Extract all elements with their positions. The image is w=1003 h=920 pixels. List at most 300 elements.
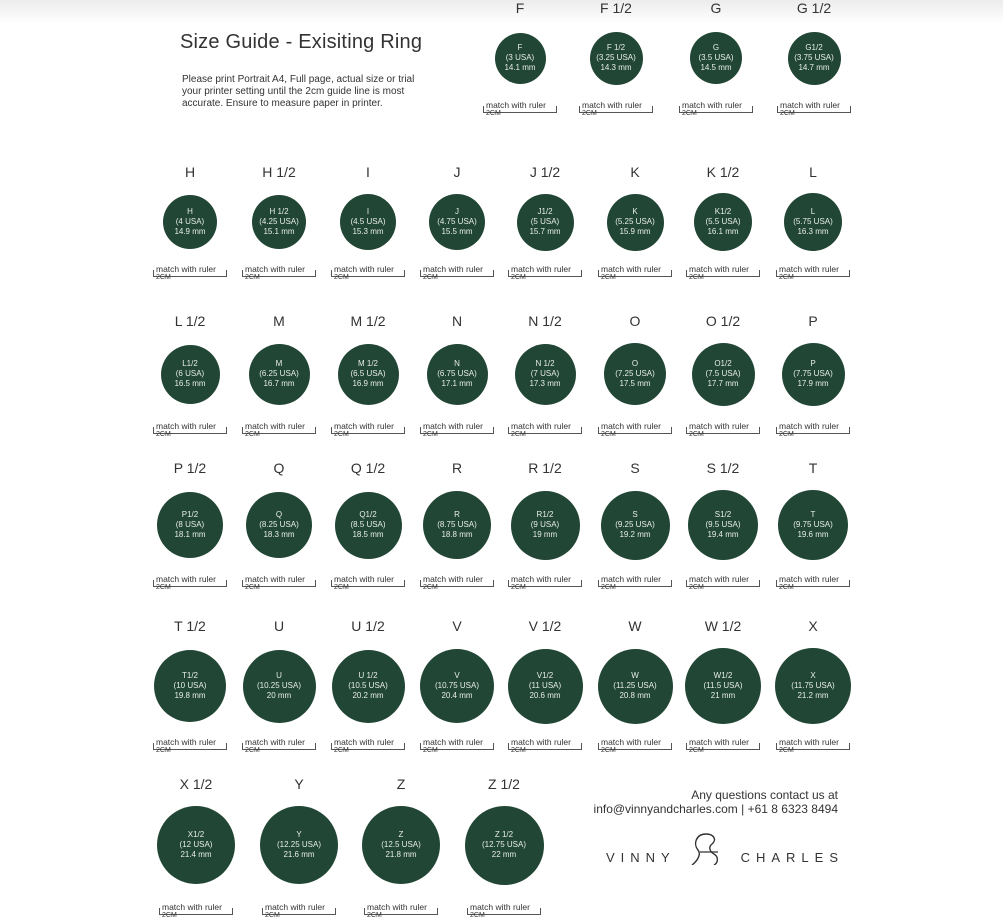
ring-usa-text: (3 USA) <box>505 53 535 62</box>
size-label: X 1/2 <box>179 776 213 792</box>
ruler-label: match with ruler <box>245 737 305 747</box>
ring-mm-text: 19.8 mm <box>174 691 206 700</box>
ring-mm-text: 17.1 mm <box>441 379 473 388</box>
page-title: Size Guide - Exisiting Ring <box>180 31 423 53</box>
ring-size-circle <box>508 649 583 724</box>
ring-usa-text: (11 USA) <box>528 681 562 690</box>
ring-size-circle <box>246 492 312 558</box>
ring-usa-text: (5.75 USA) <box>793 217 833 226</box>
ring-usa-text: (12 USA) <box>179 840 213 849</box>
ring-size-circle <box>598 649 673 724</box>
ring-usa-text: (4.75 USA) <box>437 217 477 226</box>
ruler-guide <box>686 421 760 438</box>
ruler-unit: 2CM <box>423 747 438 754</box>
ring-mm-text: 20.2 mm <box>352 691 384 700</box>
ruler-guide <box>420 264 494 281</box>
size-label: Y <box>294 776 304 792</box>
ruler-guide <box>331 421 405 438</box>
ruler-guide <box>579 100 653 117</box>
ruler-label: match with ruler <box>156 421 216 431</box>
ring-usa-text: (3.75 USA) <box>794 53 834 62</box>
ring-code-text: G <box>712 43 720 52</box>
ring-mm-text: 18.8 mm <box>441 530 473 539</box>
ruler-label: match with ruler <box>156 737 216 747</box>
ring-size-circle <box>604 343 666 405</box>
ruler-guide <box>153 574 227 591</box>
ring-size-circle <box>249 344 310 405</box>
ring-mm-text: 21.2 mm <box>797 691 829 700</box>
ruler-label: match with ruler <box>423 574 483 584</box>
ring-code-text: J1/2 <box>537 207 553 216</box>
ring-mm-text: 15.1 mm <box>263 227 295 236</box>
ring-code-text: W1/2 <box>713 671 733 680</box>
ring-usa-text: (7.5 USA) <box>705 369 741 378</box>
ruler-label: match with ruler <box>470 902 530 912</box>
size-label: I <box>366 164 370 180</box>
ring-mm-text: 16.1 mm <box>707 227 739 236</box>
ruler-guide <box>776 264 850 281</box>
ring-mm-text: 19 mm <box>532 530 558 539</box>
ring-code-text: U 1/2 <box>358 671 378 680</box>
ruler-unit: 2CM <box>156 747 171 754</box>
size-label: Z 1/2 <box>488 776 520 792</box>
ring-code-text: X <box>810 671 816 680</box>
size-label: G 1/2 <box>796 0 832 16</box>
contact-email-phone[interactable]: info@vinnyandcharles.com | +61 8 6323 8494 <box>593 802 838 816</box>
ring-size-circle <box>601 491 670 560</box>
ring-size-circle <box>338 344 399 405</box>
ruler-guide <box>598 737 672 754</box>
ruler-label: match with ruler <box>779 421 839 431</box>
ruler-unit: 2CM <box>486 110 501 117</box>
print-instructions: Please print Portrait A4, Full page, actual size or trial your printer setting until the 2cm guide line is most accurate. Ensure to measure paper in printer. <box>182 74 415 109</box>
ring-mm-text: 16.7 mm <box>263 379 295 388</box>
ruler-unit: 2CM <box>156 274 171 281</box>
ring-usa-text: (7.25 USA) <box>615 369 655 378</box>
ring-size-circle <box>163 195 217 249</box>
size-label: T <box>808 460 818 476</box>
ruler-label: match with ruler <box>511 264 571 274</box>
ruler-guide <box>776 421 850 438</box>
ruler-unit: 2CM <box>779 431 794 438</box>
ring-code-text: L <box>810 207 816 216</box>
ring-code-text: N 1/2 <box>535 359 555 368</box>
size-label: P <box>808 313 818 329</box>
ruler-label: match with ruler <box>779 264 839 274</box>
size-label: Q 1/2 <box>350 460 386 476</box>
ruler-guide <box>508 737 582 754</box>
size-label: N 1/2 <box>528 313 562 329</box>
ruler-guide <box>598 264 672 281</box>
ring-usa-text: (5 USA) <box>530 217 560 226</box>
size-label: M <box>273 313 285 329</box>
ring-size-circle <box>362 806 440 884</box>
size-label: K 1/2 <box>706 164 740 180</box>
ruler-guide <box>331 574 405 591</box>
ring-mm-text: 16.5 mm <box>174 379 206 388</box>
size-label: L 1/2 <box>174 313 206 329</box>
brand-name-right: CHARLES <box>740 850 844 865</box>
ring-size-circle <box>340 194 396 250</box>
ruler-guide <box>420 574 494 591</box>
ring-size-circle <box>511 491 580 560</box>
ring-size-circle <box>778 490 848 560</box>
ruler-label: match with ruler <box>162 902 222 912</box>
ruler-guide <box>242 264 316 281</box>
ruler-guide <box>686 574 760 591</box>
size-label: K <box>630 164 640 180</box>
ring-usa-text: (10.75 USA) <box>434 681 480 690</box>
ring-size-circle <box>260 806 338 884</box>
ruler-unit: 2CM <box>779 274 794 281</box>
ring-mm-text: 21 mm <box>710 691 736 700</box>
ruler-guide <box>776 574 850 591</box>
ring-usa-text: (5.25 USA) <box>615 217 655 226</box>
size-label: Z <box>396 776 406 792</box>
ring-usa-text: (8 USA) <box>175 520 205 529</box>
ruler-guide <box>598 574 672 591</box>
size-label: J 1/2 <box>529 164 561 180</box>
ring-code-text: U <box>276 671 282 680</box>
ring-code-text: F <box>517 43 523 52</box>
ruler-unit: 2CM <box>334 431 349 438</box>
ring-usa-text: (12.25 USA) <box>276 840 322 849</box>
monogram-icon <box>684 832 728 865</box>
ruler-label: match with ruler <box>779 574 839 584</box>
ruler-label: match with ruler <box>245 574 305 584</box>
ruler-guide <box>686 737 760 754</box>
ring-size-circle <box>688 490 758 560</box>
ring-size-circle <box>517 194 574 251</box>
ruler-guide <box>679 100 753 117</box>
ruler-unit: 2CM <box>601 274 616 281</box>
ruler-guide <box>776 737 850 754</box>
ruler-guide <box>483 100 557 117</box>
ring-code-text: V <box>454 671 460 680</box>
ring-code-text: H <box>187 207 193 216</box>
brand-name-left: VINNY <box>606 850 676 865</box>
ruler-label: match with ruler <box>682 100 742 110</box>
ruler-label: match with ruler <box>511 737 571 747</box>
ruler-unit: 2CM <box>689 274 704 281</box>
ring-mm-text: 14.5 mm <box>700 63 732 72</box>
ruler-unit: 2CM <box>779 747 794 754</box>
ruler-unit: 2CM <box>601 584 616 591</box>
ring-code-text: Z 1/2 <box>494 830 514 839</box>
ring-mm-text: 15.7 mm <box>529 227 561 236</box>
ring-size-circle <box>243 650 316 723</box>
contact-line: Any questions contact us at <box>691 788 838 802</box>
ruler-guide <box>153 737 227 754</box>
ring-size-circle <box>775 648 851 724</box>
ring-mm-text: 21.8 mm <box>385 850 417 859</box>
ruler-label: match with ruler <box>156 574 216 584</box>
ruler-unit: 2CM <box>156 584 171 591</box>
ring-size-circle <box>495 33 546 84</box>
size-label: M 1/2 <box>350 313 386 329</box>
ring-mm-text: 14.1 mm <box>504 63 536 72</box>
ring-size-circle <box>685 648 761 724</box>
contact-info <box>594 788 838 816</box>
ring-mm-text: 18.5 mm <box>352 530 384 539</box>
ring-code-text: O <box>631 359 639 368</box>
ruler-unit: 2CM <box>367 912 382 919</box>
ring-size-circle <box>782 343 845 406</box>
ruler-unit: 2CM <box>245 431 260 438</box>
ruler-unit: 2CM <box>689 584 704 591</box>
ring-usa-text: (11.75 USA) <box>791 681 835 690</box>
size-label: V <box>452 618 462 634</box>
ruler-unit: 2CM <box>689 431 704 438</box>
ring-size-circle <box>423 491 491 559</box>
ring-usa-text: (11.5 USA) <box>703 681 743 690</box>
size-label: U <box>273 618 285 634</box>
ring-code-text: Q1/2 <box>359 510 377 519</box>
ruler-label: match with ruler <box>334 421 394 431</box>
ruler-label: match with ruler <box>245 421 305 431</box>
ruler-guide <box>420 421 494 438</box>
ring-size-circle <box>690 32 742 84</box>
ruler-guide <box>777 100 851 117</box>
ruler-guide <box>242 574 316 591</box>
ruler-guide <box>508 421 582 438</box>
ruler-guide <box>331 737 405 754</box>
ruler-unit: 2CM <box>162 912 177 919</box>
ring-mm-text: 19.2 mm <box>619 530 651 539</box>
ring-mm-text: 19.6 mm <box>797 530 829 539</box>
ring-size-circle <box>427 344 488 405</box>
ring-usa-text: (4 USA) <box>175 217 205 226</box>
ring-usa-text: (4.25 USA) <box>259 217 299 226</box>
size-label: P 1/2 <box>173 460 207 476</box>
ruler-unit: 2CM <box>511 431 526 438</box>
ring-mm-text: 17.7 mm <box>707 379 739 388</box>
ruler-guide <box>153 264 227 281</box>
ring-usa-text: (6.25 USA) <box>259 369 299 378</box>
ruler-unit: 2CM <box>334 584 349 591</box>
ring-usa-text: (8.25 USA) <box>259 520 299 529</box>
size-label: X <box>808 618 818 634</box>
ruler-unit: 2CM <box>779 584 794 591</box>
ring-mm-text: 20.4 mm <box>441 691 473 700</box>
ring-size-circle <box>157 806 235 884</box>
ring-mm-text: 14.9 mm <box>174 227 206 236</box>
size-label: N <box>451 313 463 329</box>
ruler-label: match with ruler <box>265 902 325 912</box>
ring-usa-text: (8.5 USA) <box>350 520 386 529</box>
ring-size-circle <box>252 195 306 249</box>
ring-size-circle <box>429 194 485 250</box>
ring-mm-text: 18.1 mm <box>174 530 206 539</box>
ruler-label: match with ruler <box>689 574 749 584</box>
size-label: S 1/2 <box>706 460 740 476</box>
ring-usa-text: (11.25 USA) <box>613 681 657 690</box>
ring-code-text: F 1/2 <box>606 43 626 52</box>
size-label: W 1/2 <box>704 618 742 634</box>
ring-code-text: L1/2 <box>182 359 198 368</box>
ring-size-circle <box>335 492 402 559</box>
size-label: U 1/2 <box>351 618 385 634</box>
ring-size-circle <box>154 650 226 722</box>
ruler-label: match with ruler <box>780 100 840 110</box>
ruler-label: match with ruler <box>511 421 571 431</box>
ring-usa-text: (12.5 USA) <box>381 840 421 849</box>
size-label: V 1/2 <box>528 618 562 634</box>
ruler-unit: 2CM <box>582 110 597 117</box>
ruler-label: match with ruler <box>334 574 394 584</box>
ruler-guide <box>331 264 405 281</box>
ring-size-circle <box>784 193 842 251</box>
ruler-unit: 2CM <box>601 747 616 754</box>
ruler-guide <box>364 902 438 919</box>
ring-size-circle <box>420 649 494 723</box>
ring-size-circle <box>788 32 841 85</box>
ring-mm-text: 17.5 mm <box>619 379 651 388</box>
ruler-unit: 2CM <box>682 110 697 117</box>
size-label: O 1/2 <box>705 313 741 329</box>
size-label: H <box>184 164 196 180</box>
ruler-label: match with ruler <box>582 100 642 110</box>
ring-usa-text: (10 USA) <box>173 681 207 690</box>
ring-code-text: S1/2 <box>714 510 732 519</box>
ruler-label: match with ruler <box>689 737 749 747</box>
ring-code-text: P <box>810 359 816 368</box>
ring-code-text: R1/2 <box>536 510 554 519</box>
ruler-label: match with ruler <box>245 264 305 274</box>
ring-usa-text: (9.75 USA) <box>793 520 833 529</box>
ring-size-circle <box>465 806 544 885</box>
ring-mm-text: 19.4 mm <box>707 530 739 539</box>
ring-code-text: T1/2 <box>181 671 198 680</box>
ring-usa-text: (3.25 USA) <box>596 53 636 62</box>
ruler-unit: 2CM <box>689 747 704 754</box>
size-label: L <box>809 164 817 180</box>
ruler-guide <box>242 737 316 754</box>
ring-usa-text: (4.5 USA) <box>350 217 386 226</box>
ruler-label: match with ruler <box>367 902 427 912</box>
ruler-unit: 2CM <box>423 584 438 591</box>
ruler-label: match with ruler <box>601 264 661 274</box>
ruler-label: match with ruler <box>334 737 394 747</box>
ruler-label: match with ruler <box>156 264 216 274</box>
ring-size-circle <box>157 492 223 558</box>
ruler-label: match with ruler <box>779 737 839 747</box>
ring-mm-text: 22 mm <box>491 850 517 859</box>
ruler-unit: 2CM <box>423 431 438 438</box>
ruler-guide <box>686 264 760 281</box>
ring-code-text: G1/2 <box>805 43 823 52</box>
ring-usa-text: (6.75 USA) <box>437 369 477 378</box>
ruler-unit: 2CM <box>601 431 616 438</box>
ring-mm-text: 15.9 mm <box>619 227 651 236</box>
ring-usa-text: (7.75 USA) <box>793 369 833 378</box>
ring-usa-text: (10.5 USA) <box>348 681 388 690</box>
ruler-label: match with ruler <box>334 264 394 274</box>
ring-usa-text: (7 USA) <box>530 369 560 378</box>
ring-mm-text: 17.3 mm <box>529 379 561 388</box>
ruler-guide <box>242 421 316 438</box>
ring-size-circle <box>332 650 405 723</box>
ruler-unit: 2CM <box>780 110 795 117</box>
ruler-guide <box>508 574 582 591</box>
ring-code-text: N <box>454 359 460 368</box>
ring-mm-text: 16.3 mm <box>797 227 829 236</box>
ring-size-circle <box>161 345 220 404</box>
size-label: T 1/2 <box>174 618 206 634</box>
ruler-label: match with ruler <box>601 574 661 584</box>
ruler-unit: 2CM <box>334 274 349 281</box>
ruler-unit: 2CM <box>245 584 260 591</box>
ring-usa-text: (6 USA) <box>175 369 205 378</box>
ring-usa-text: (5.5 USA) <box>705 217 741 226</box>
ring-size-circle <box>590 32 643 85</box>
ruler-unit: 2CM <box>511 274 526 281</box>
size-label: G <box>710 0 722 16</box>
ring-code-text: Y <box>296 830 302 839</box>
ring-code-text: K1/2 <box>714 207 732 216</box>
ring-code-text: S <box>632 510 638 519</box>
ring-usa-text: (6.5 USA) <box>350 369 386 378</box>
ring-mm-text: 14.7 mm <box>798 63 830 72</box>
ruler-label: match with ruler <box>601 737 661 747</box>
ruler-unit: 2CM <box>511 584 526 591</box>
ring-code-text: Z <box>398 830 404 839</box>
ring-code-text: V1/2 <box>536 671 554 680</box>
ring-code-text: M 1/2 <box>357 359 378 368</box>
ring-code-text: P1/2 <box>181 510 199 519</box>
ring-code-text: J <box>455 207 459 216</box>
ruler-unit: 2CM <box>245 747 260 754</box>
ruler-guide <box>420 737 494 754</box>
size-label: F 1/2 <box>600 0 632 16</box>
ring-code-text: K <box>632 207 638 216</box>
ring-usa-text: (3.5 USA) <box>698 53 734 62</box>
ring-usa-text: (12.75 USA) <box>481 840 527 849</box>
ring-usa-text: (9.5 USA) <box>705 520 741 529</box>
ruler-label: match with ruler <box>689 264 749 274</box>
ruler-unit: 2CM <box>423 274 438 281</box>
ring-code-text: I <box>366 207 370 216</box>
ring-code-text: R <box>454 510 460 519</box>
size-label: F <box>515 0 525 16</box>
ruler-guide <box>598 421 672 438</box>
ring-usa-text: (9 USA) <box>530 520 560 529</box>
size-label: S <box>630 460 640 476</box>
ring-size-circle <box>694 193 752 251</box>
ring-usa-text: (8.75 USA) <box>437 520 477 529</box>
ruler-label: match with ruler <box>423 264 483 274</box>
ring-code-text: W <box>631 671 639 680</box>
ruler-label: match with ruler <box>511 574 571 584</box>
ring-mm-text: 20.8 mm <box>619 691 651 700</box>
ruler-guide <box>153 421 227 438</box>
size-label: W <box>628 618 642 634</box>
ruler-unit: 2CM <box>334 747 349 754</box>
ruler-guide <box>262 902 336 919</box>
ruler-guide <box>467 902 541 919</box>
size-label: O <box>629 313 641 329</box>
ruler-unit: 2CM <box>470 912 485 919</box>
ring-code-text: Q <box>275 510 283 519</box>
ruler-label: match with ruler <box>423 421 483 431</box>
ring-mm-text: 15.5 mm <box>441 227 473 236</box>
ruler-unit: 2CM <box>156 431 171 438</box>
size-label: Q <box>273 460 285 476</box>
ruler-guide <box>508 264 582 281</box>
size-label: H 1/2 <box>262 164 296 180</box>
ring-mm-text: 18.3 mm <box>263 530 295 539</box>
ring-mm-text: 16.9 mm <box>352 379 384 388</box>
